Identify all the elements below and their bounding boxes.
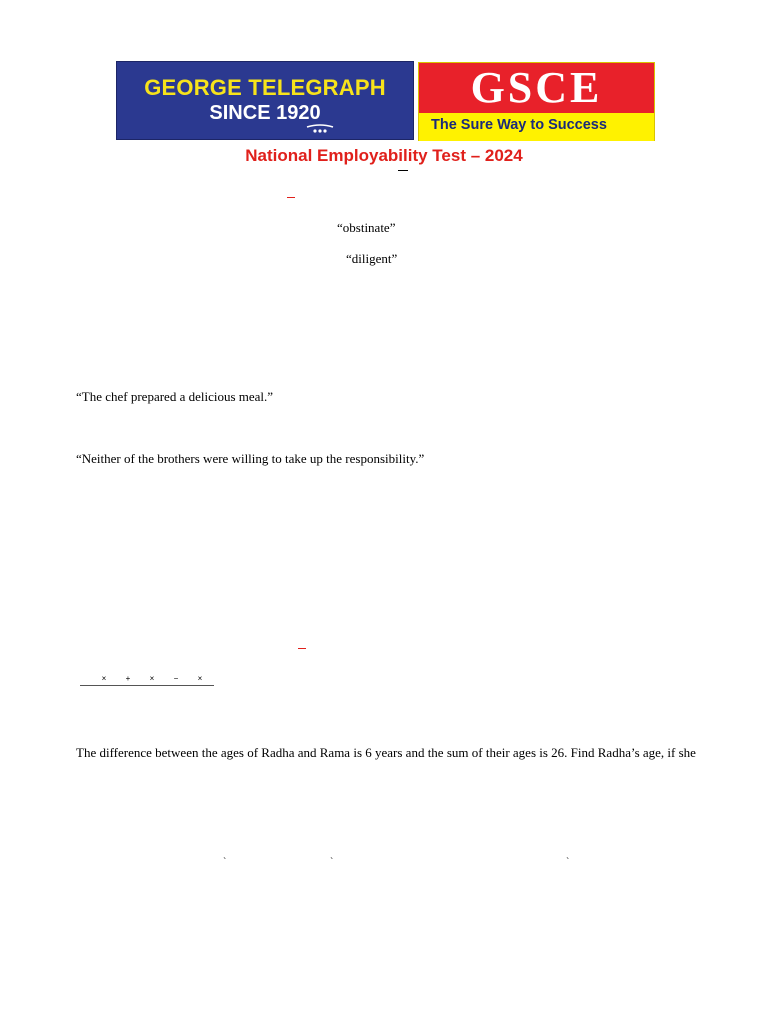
tick-mark: ` xyxy=(223,857,227,868)
word-obstinate: “obstinate” xyxy=(337,220,396,235)
sentence-brothers: “Neither of the brothers were willing to take up the responsibility.” xyxy=(76,451,425,466)
word-diligent: “diligent” xyxy=(346,251,398,266)
brand-right-title: GSCE xyxy=(470,63,603,112)
dash-mark xyxy=(398,170,408,171)
times-symbol: × xyxy=(149,674,155,683)
minus-symbol: − xyxy=(173,674,179,683)
red-dash-mark xyxy=(287,197,295,198)
question-ages: The difference between the ages of Radha and Rama is 6 years and the sum of their ages is 26. Find Radha’s age, if she xyxy=(76,745,696,760)
brand-left-since: SINCE 1920 xyxy=(209,102,321,124)
brand-left-title: GEORGE TELEGRAPH xyxy=(144,75,386,100)
gsce-logo xyxy=(418,62,655,141)
plus-symbol: + xyxy=(125,674,131,683)
equation-fragment xyxy=(92,674,212,683)
sentence-chef: “The chef prepared a delicious meal.” xyxy=(76,389,274,404)
swoosh-icon xyxy=(305,124,335,134)
tick-mark: ` xyxy=(566,857,570,868)
tick-mark: ` xyxy=(330,857,334,868)
times-symbol: × xyxy=(197,674,203,683)
fraction-line xyxy=(80,685,214,686)
times-symbol: × xyxy=(101,674,107,683)
george-telegraph-logo xyxy=(116,61,414,140)
red-dash-mark xyxy=(298,648,306,649)
brand-right-tagline: The Sure Way to Success xyxy=(431,117,607,133)
page-title: National Employability Test – 2024 xyxy=(245,146,523,165)
